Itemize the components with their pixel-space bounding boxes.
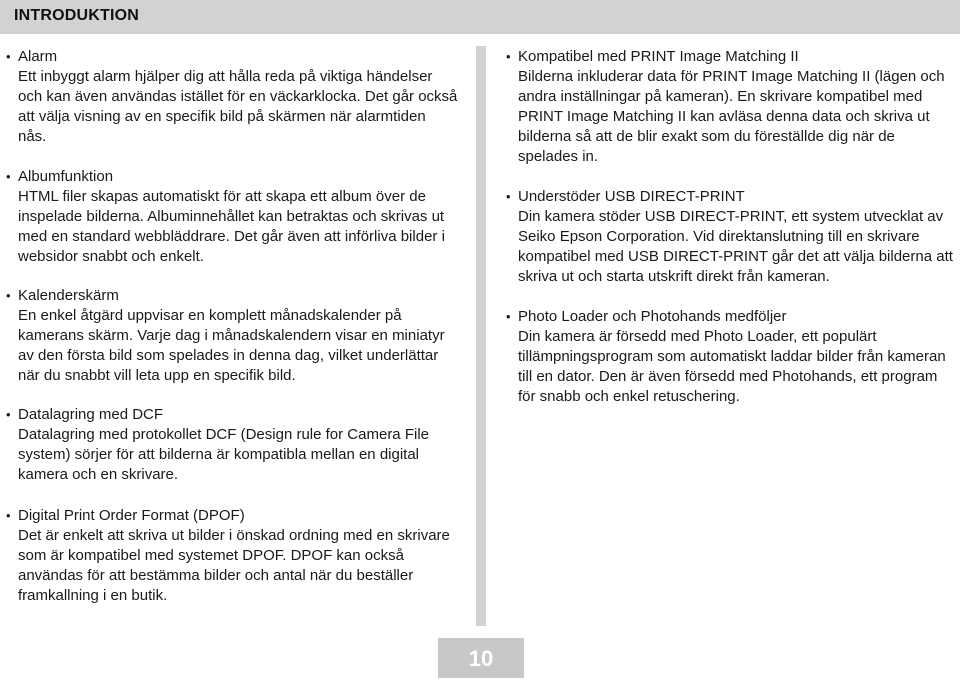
bullet-icon: •	[506, 189, 511, 204]
bullet-icon: •	[6, 407, 11, 422]
column-divider	[476, 46, 486, 626]
feature-item-usb-direct-print	[506, 187, 956, 287]
bullet-icon: •	[6, 49, 11, 64]
feature-item-print-image-matching	[506, 47, 956, 167]
feature-title: Alarm	[18, 48, 58, 65]
feature-title: Datalagring med DCF	[18, 406, 164, 423]
feature-title: Digital Print Order Format (DPOF)	[18, 507, 245, 524]
feature-title: Albumfunktion	[18, 168, 114, 185]
page-number: 10	[468, 646, 494, 671]
bullet-icon: •	[506, 49, 511, 64]
feature-item-dcf	[6, 405, 458, 485]
header-bar	[0, 0, 960, 34]
feature-item-alarm	[6, 47, 458, 147]
feature-description: Bilderna inkluderar data för PRINT Image Matching II (lägen och andra inställningar på kameran). En skrivare kompatibel med PRINT Image Matching II kan avläsa denna data och skriva ut bilderna så att de blir exakt som du föreställde dig när de spelades in.	[518, 68, 945, 165]
feature-description: Datalagring med protokollet DCF (Design rule for Camera File system) sörjer för att bilderna är kompatibla mellan en digital kamera och en skrivare.	[18, 426, 429, 483]
bullet-icon: •	[6, 508, 11, 523]
feature-description: Det är enkelt att skriva ut bilder i önskad ordning med en skrivare som är kompatibel med systemet DPOF. DPOF kan också användas för att bestämma bilder och antal när du beställer framkallning i en butik.	[18, 527, 450, 604]
feature-item-dpof	[6, 506, 458, 606]
feature-item-calendar	[6, 286, 458, 386]
bullet-icon: •	[6, 169, 11, 184]
feature-description: Din kamera stöder USB DIRECT-PRINT, ett system utvecklat av Seiko Epson Corporation. Vid direktanslutning till en skrivare kompatibel med USB DIRECT-PRINT går det att välja bilderna att skriva ut och starta utskrift direkt från kameran.	[518, 208, 953, 285]
feature-title: Understöder USB DIRECT-PRINT	[518, 188, 745, 205]
feature-title: Kompatibel med PRINT Image Matching II	[518, 48, 799, 65]
bullet-icon: •	[6, 288, 11, 303]
feature-description: Ett inbyggt alarm hjälper dig att hålla reda på viktiga händelser och kan även användas istället för en väckarklocka. Det går också att välja visning av en specifik bild på skärmen när alarmtiden nås.	[18, 68, 458, 145]
feature-item-album	[6, 167, 458, 267]
feature-item-photo-loader	[506, 307, 956, 407]
right-column	[506, 47, 956, 407]
left-column	[6, 47, 458, 606]
page-number-box	[438, 638, 524, 678]
feature-description: En enkel åtgärd uppvisar en komplett månadskalender på kamerans skärm. Varje dag i månadskalendern visar en miniatyr av den första bild som spelades in denna dag, vilket underlättar när du snabbt vill leta upp en specifik bild.	[18, 307, 445, 384]
bullet-icon: •	[506, 309, 511, 324]
feature-title: Kalenderskärm	[18, 287, 119, 304]
feature-description: Din kamera är försedd med Photo Loader, ett populärt tillämpningsprogram som automatiskt laddar bilder från kameran till en dator. Den är även försedd med Photohands, ett program för snabb och enkel retuschering.	[518, 328, 946, 405]
feature-title: Photo Loader och Photohands medföljer	[518, 308, 787, 325]
feature-description: HTML filer skapas automatiskt för att skapa ett album över de inspelade bilderna. Albuminnehållet kan betraktas och skrivas ut med en standard webbläddrare. Det går även att införliva bilder i websidor snabbt och enkelt.	[18, 188, 445, 265]
page-title: INTRODUKTION	[14, 7, 140, 24]
